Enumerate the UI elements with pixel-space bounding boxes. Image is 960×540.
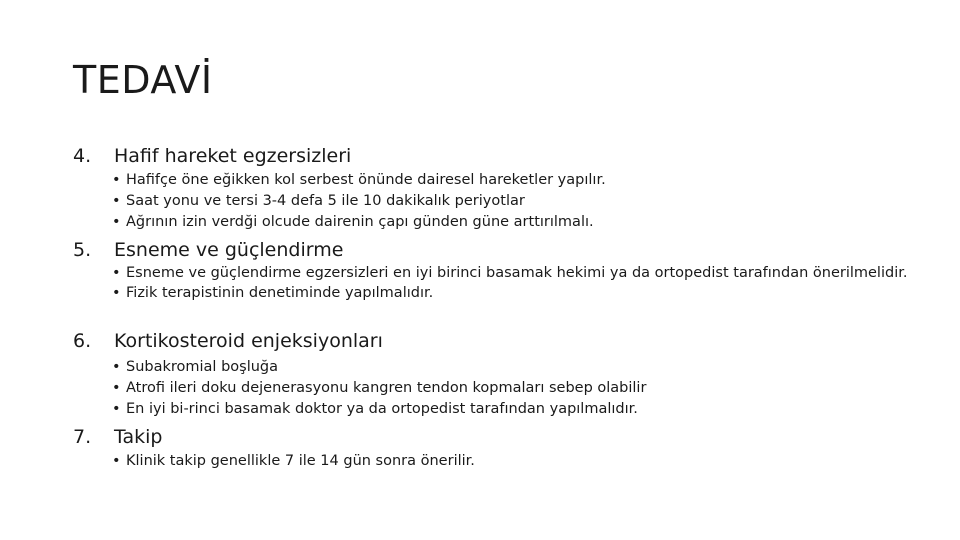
bullet-item: • En iyi bi-rinci basamak doktor ya da ortopedist tarafından yapılmalıdır.	[112, 401, 638, 417]
bullet-icon: •	[112, 193, 121, 209]
item-number: 7.	[73, 426, 92, 448]
item-heading-text: Kortikosteroid enjeksiyonları	[114, 330, 383, 352]
item-heading	[73, 328, 933, 354]
item-number: 4.	[73, 145, 92, 167]
item-number: 6.	[73, 330, 92, 352]
bullet-item: • Subakromial boşluğa	[112, 359, 279, 375]
bullet-item: • Saat yonu ve tersi 3-4 defa 5 ile 10 dakikalık periyotlar	[112, 193, 525, 209]
bullet-item: • Hafifçe öne eğikken kol serbest önünde dairesel hareketler yapılır.	[112, 172, 606, 188]
bullet-icon: •	[112, 214, 121, 230]
bullet-icon: •	[112, 172, 121, 188]
list-item-6	[73, 328, 933, 422]
item-heading	[73, 143, 933, 169]
bullet-icon: •	[112, 285, 121, 301]
list-item-4	[73, 143, 933, 235]
bullet-list	[112, 265, 912, 301]
item-heading-text: Takip	[114, 426, 163, 448]
item-number: 5.	[73, 239, 92, 261]
bullet-item: • Klinik takip genellikle 7 ile 14 gün sonra önerilir.	[112, 453, 475, 469]
bullet-list	[112, 359, 912, 417]
bullet-item: • Fizik terapistinin denetiminde yapılmalıdır.	[112, 285, 434, 301]
bullet-item: • Atrofi ileri doku dejenerasyonu kangren tendon kopmaları sebep olabilir	[112, 380, 647, 396]
bullet-icon: •	[112, 359, 121, 375]
item-heading	[73, 237, 933, 263]
item-heading-text: Hafif hareket egzersizleri	[114, 145, 352, 167]
bullet-icon: •	[112, 265, 121, 281]
bullet-item: • Esneme ve güçlendirme egzersizleri en iyi birinci basamak hekimi ya da ortopedist tarafından önerilmelidir.	[112, 265, 908, 281]
bullet-list	[112, 172, 912, 230]
item-heading-text: Esneme ve güçlendirme	[114, 239, 344, 261]
bullet-list	[112, 453, 912, 469]
list-item-5	[73, 237, 933, 306]
bullet-icon: •	[112, 401, 121, 417]
list-item-7	[73, 424, 933, 474]
item-heading	[73, 424, 933, 450]
bullet-icon: •	[112, 453, 121, 469]
slide-title: TEDAVİ	[73, 58, 213, 102]
bullet-icon: •	[112, 380, 121, 396]
bullet-item: • Ağrının izin verdği olcude dairenin çapı günden güne arttırılmalı.	[112, 214, 594, 230]
